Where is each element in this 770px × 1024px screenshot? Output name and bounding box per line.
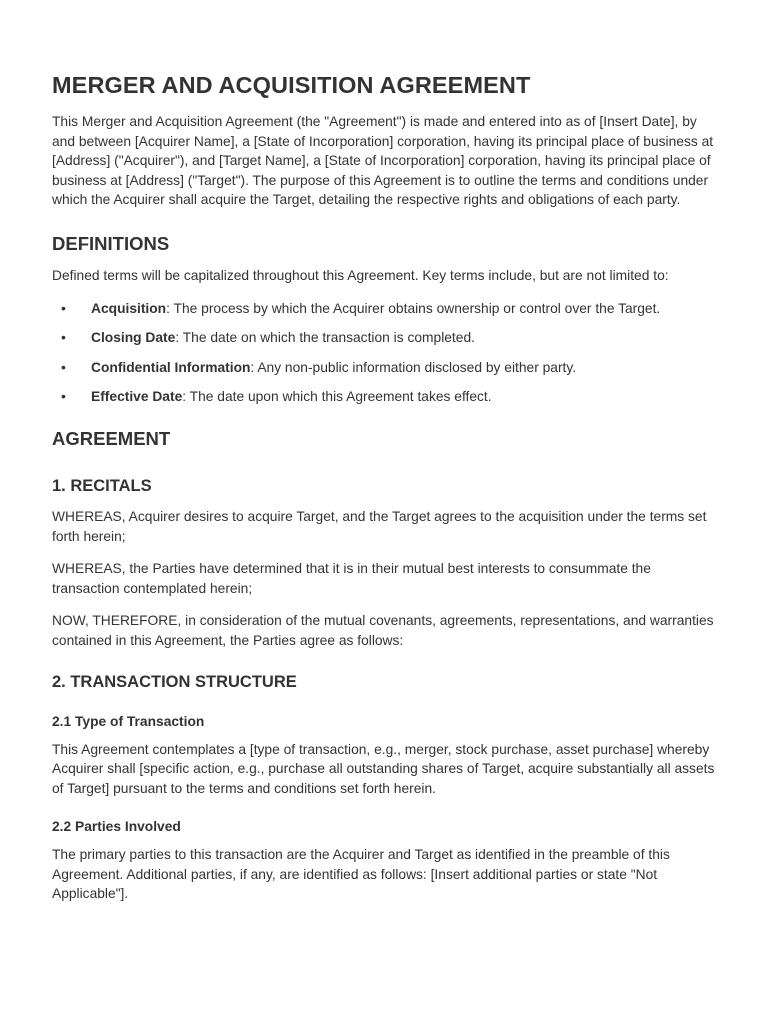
recitals-paragraph: WHEREAS, the Parties have determined that it is in their mutual best interests to consummate the transaction contemplated herein; <box>52 561 651 596</box>
defined-term: Confidential Information <box>91 359 251 375</box>
list-item <box>52 328 722 348</box>
recitals-paragraph: NOW, THEREFORE, in consideration of the mutual covenants, agreements, representations, and warranties contained in this Agreement, the Parties agree as follows: <box>52 613 714 648</box>
term-definition: : Any non-public information disclosed by either party. <box>250 359 577 375</box>
list-item <box>52 358 722 378</box>
recitals-heading: 1. RECITALS <box>52 476 152 495</box>
type-of-transaction-text: This Agreement contemplates a [type of transaction, e.g., merger, stock purchase, asset purchase] whereby Acquirer shall [specific action, e.g., purchase all outstanding shares of Target, acquire substantially all assets of Target] pursuant to the terms and conditions set forth herein. <box>52 741 715 796</box>
bullet-icon: • <box>61 358 66 375</box>
bullet-icon: • <box>61 388 66 405</box>
definitions-intro: Defined terms will be capitalized throughout this Agreement. Key terms include, but are not limited to: <box>52 267 669 283</box>
list-item <box>52 387 722 407</box>
term-definition: : The date upon which this Agreement takes effect. <box>182 389 492 405</box>
document-title: MERGER AND ACQUISITION AGREEMENT <box>52 72 531 98</box>
bullet-icon: • <box>61 299 66 316</box>
definitions-heading: DEFINITIONS <box>52 232 170 254</box>
defined-term: Effective Date <box>91 389 183 405</box>
recitals-paragraph: WHEREAS, Acquirer desires to acquire Target, and the Target agrees to the acquisition under the terms set forth herein; <box>52 508 707 544</box>
type-of-transaction-heading: 2.1 Type of Transaction <box>52 713 205 729</box>
term-definition: : The date on which the transaction is completed. <box>175 330 475 346</box>
agreement-heading: AGREEMENT <box>52 427 171 449</box>
intro-paragraph: This Merger and Acquisition Agreement (the "Agreement") is made and entered into as of [Insert Date], by and between [Acquirer Name], a [State of Incorporation] corporation, having its principal place of business at [Address] ("Acquirer"), and [Target Name], a [State of Incorporation] corporation, having its principal place of business at [Address] ("Target"). The purpose of this Agreement is to outline the terms and conditions under which the Acquirer shall acquire the Target, detailing the respective rights and obligations of each party. <box>52 114 714 208</box>
transaction-structure-heading: 2. TRANSACTION STRUCTURE <box>52 672 297 691</box>
parties-involved-text: The primary parties to this transaction are the Acquirer and Target as identified in the preamble of this Agreement. Additional parties, if any, are identified as follows: [Insert additional parties or state "Not Applicable"]. <box>52 847 670 902</box>
defined-term: Closing Date <box>91 330 176 346</box>
list-item <box>52 299 722 319</box>
definitions-list <box>52 299 722 407</box>
defined-term: Acquisition <box>91 300 167 316</box>
bullet-icon: • <box>61 329 66 346</box>
term-definition: : The process by which the Acquirer obtains ownership or control over the Target. <box>166 300 661 316</box>
parties-involved-heading: 2.2 Parties Involved <box>52 819 181 835</box>
